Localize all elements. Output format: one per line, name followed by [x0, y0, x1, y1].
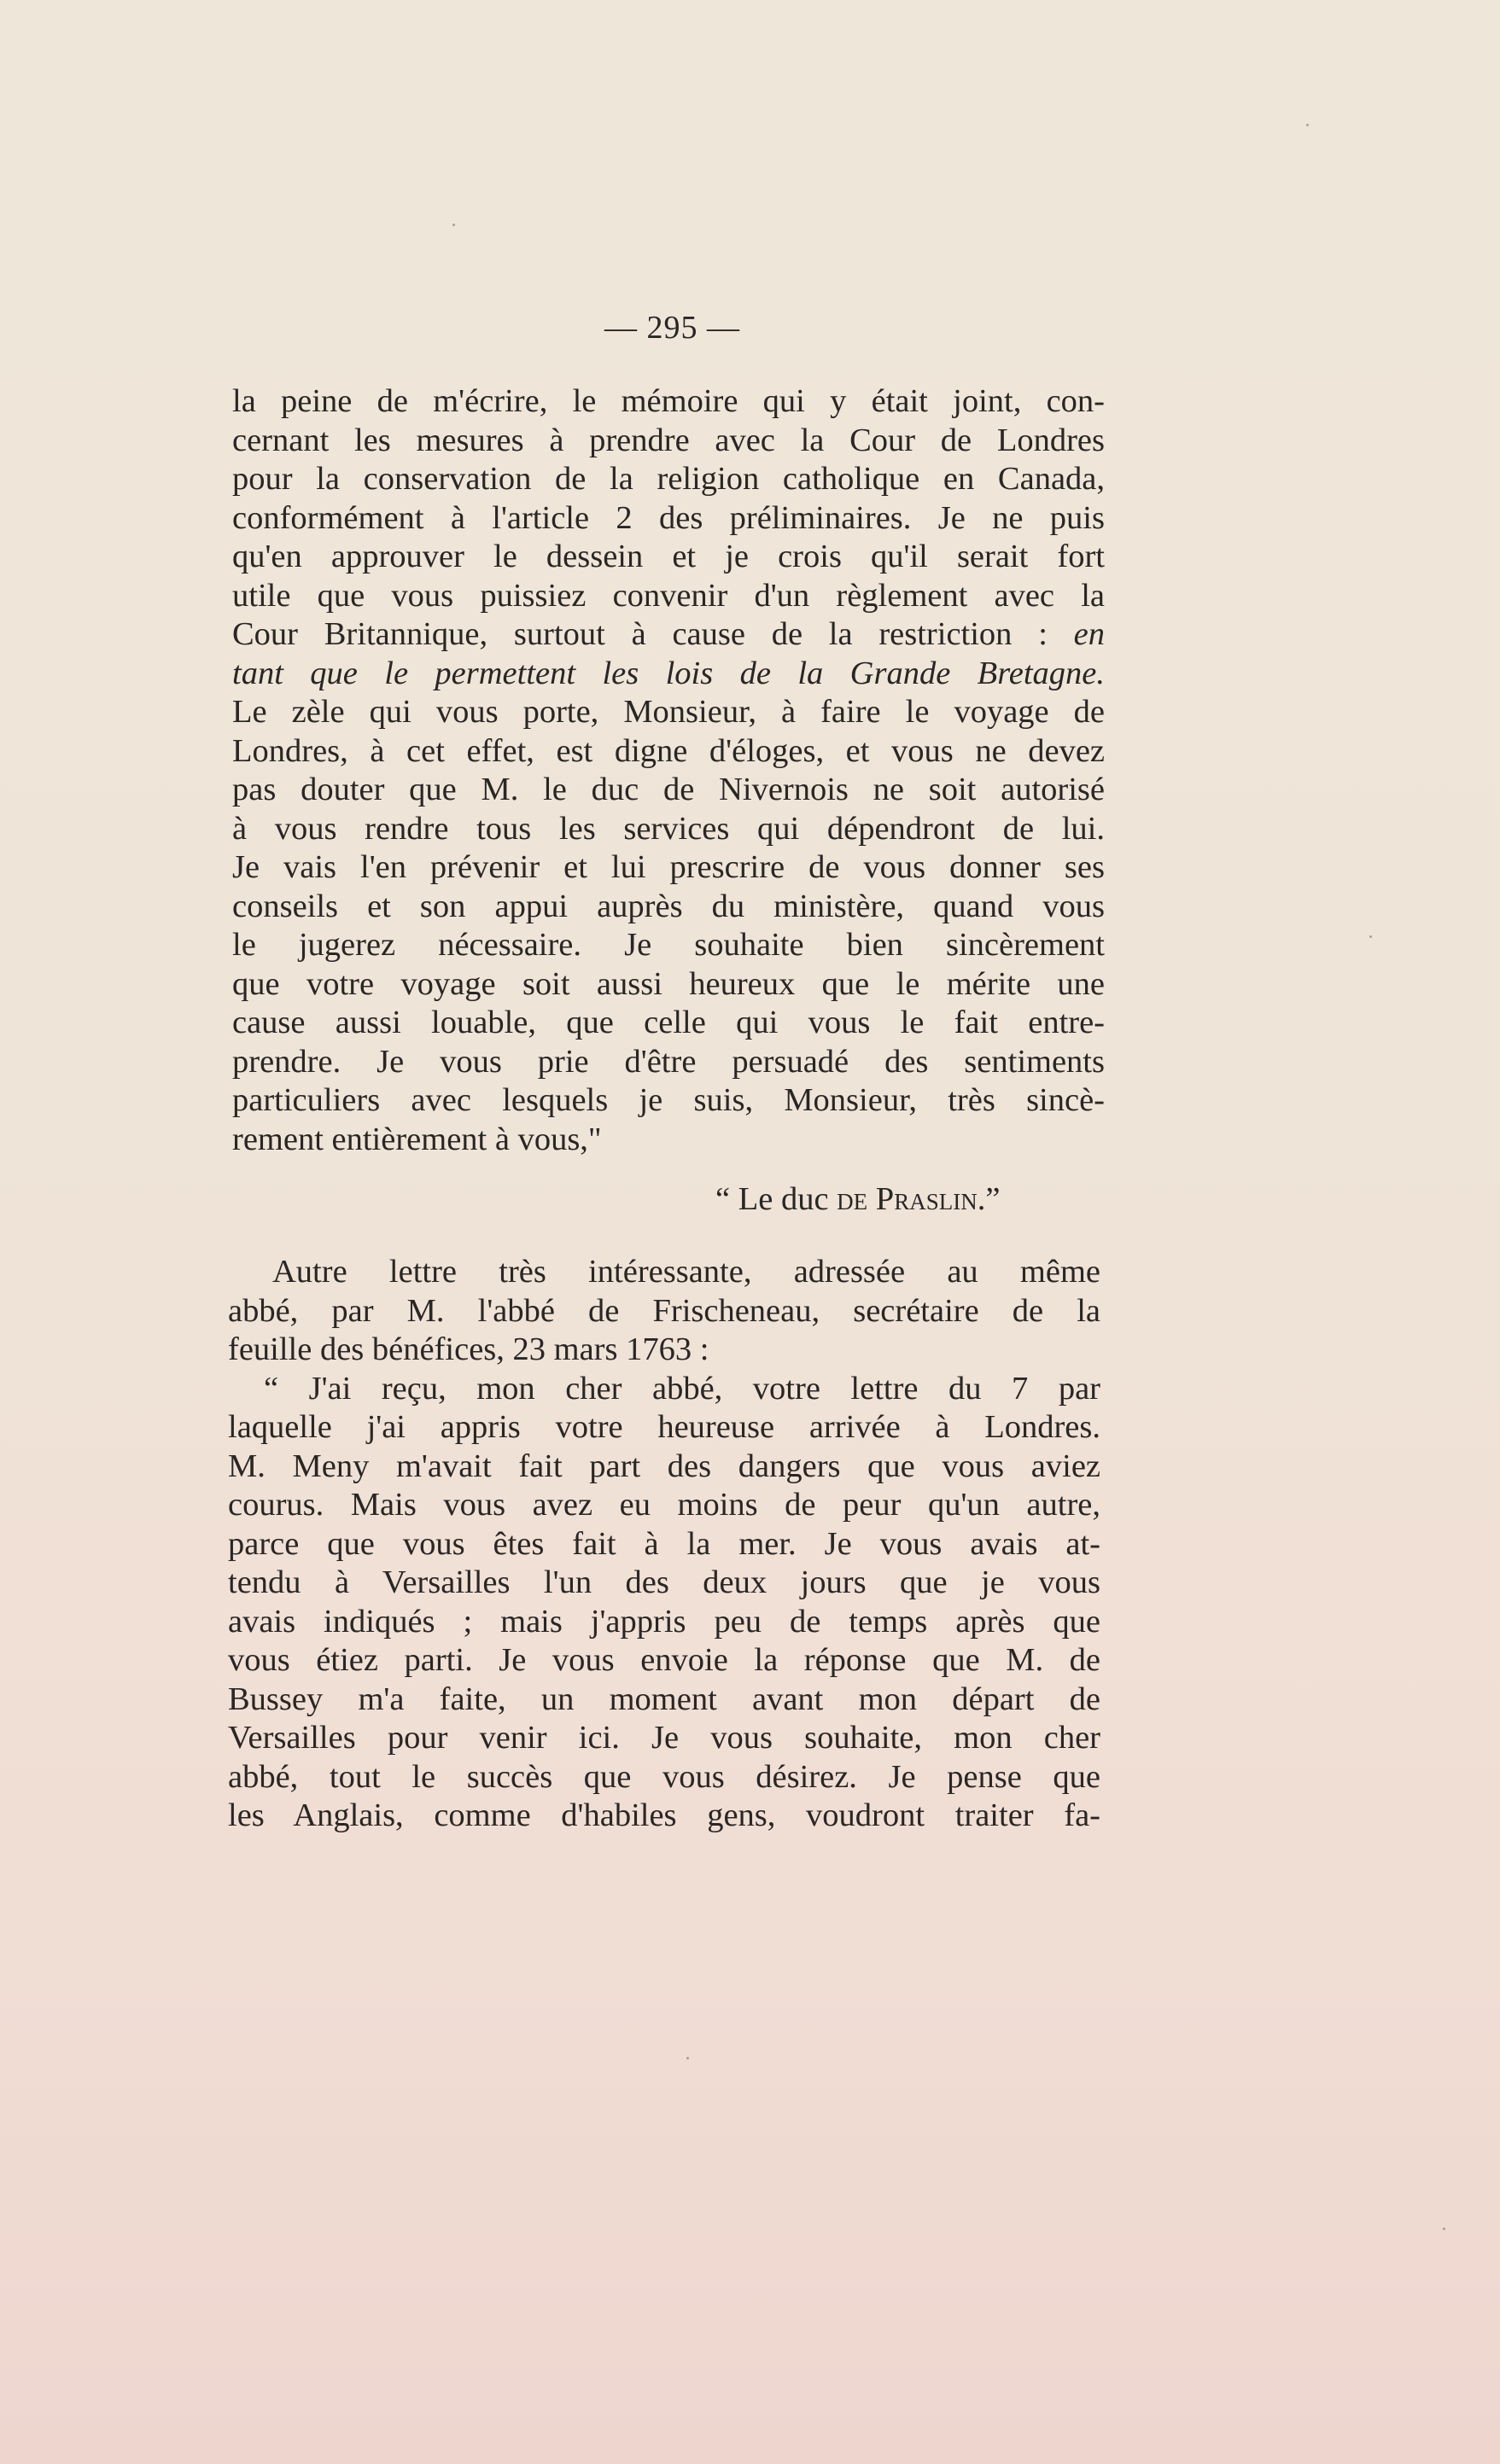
narrative-paragraph: [228, 1253, 1100, 1836]
text-line: rement entièrement à vous,": [232, 1121, 602, 1157]
paper-speck: [686, 2057, 689, 2059]
text-line: Autre lettre très intéressante, adressée au même: [272, 1254, 1100, 1290]
text-line: la peine de m'écrire, le mémoire qui y était joint, con-: [232, 383, 1105, 419]
signature-suffix: .”: [977, 1181, 1001, 1217]
text-line: qu'en approuver le dessein et je crois qu'il serait fort: [232, 539, 1105, 574]
text-line: que votre voyage soit aussi heureux que le mérite une: [232, 965, 1105, 1002]
text-line: laquelle j'ai appris votre heureuse arrivée à Londres.: [228, 1409, 1100, 1445]
text-line: Londres, à cet effet, est digne d'éloges, et vous ne devez: [232, 732, 1105, 769]
text-line: particuliers avec lesquels je suis, Monsieur, très sincè-: [232, 1082, 1105, 1118]
text-line-mixed: [232, 615, 1105, 655]
text-line: avais indiqués ; mais j'appris peu de temps après que: [228, 1603, 1100, 1640]
text-normal: Cour Britannique, surtout à cause de la restriction :: [232, 616, 1074, 652]
text-line: les Anglais, comme d'habiles gens, voudront traiter fa-: [228, 1797, 1100, 1833]
text-line: courus. Mais vous avez eu moins de peur qu'un autre,: [228, 1487, 1100, 1523]
text-line: “ J'ai reçu, mon cher abbé, votre lettre du 7 par: [264, 1370, 1100, 1407]
signature-prefix: “ Le duc: [715, 1181, 838, 1217]
text-line: M. Meny m'avait fait part des dangers que vous aviez: [228, 1448, 1100, 1484]
text-line: Versailles pour venir ici. Je vous souhaite, mon cher: [228, 1720, 1100, 1756]
text-italic: en: [1073, 616, 1105, 652]
text-line: pour la conservation de la religion catholique en Canada,: [232, 461, 1105, 497]
text-line: conformément à l'article 2 des préliminaires. Je ne puis: [232, 499, 1105, 536]
paper-speck: [1306, 124, 1309, 126]
text-line: Le zèle qui vous porte, Monsieur, à faire le voyage de: [232, 694, 1105, 730]
text-line: vous étiez parti. Je vous envoie la réponse que M. de: [228, 1642, 1100, 1678]
paper-speck: [1369, 935, 1372, 938]
paper-speck: [452, 224, 455, 226]
signature-name: de Praslin: [837, 1181, 978, 1217]
paper-speck: [1443, 2228, 1445, 2230]
text-line: le jugerez nécessaire. Je souhaite bien sincèrement: [232, 927, 1105, 963]
text-line: feuille des bénéfices, 23 mars 1763 :: [228, 1331, 709, 1367]
text-line: utile que vous puissiez convenir d'un règlement avec la: [232, 577, 1105, 614]
text-line-italic: tant que le permettent les lois de la Grande Bretagne.: [232, 655, 1105, 691]
text-line: abbé, tout le succès que vous désirez. Je pense que: [228, 1758, 1100, 1795]
page-number: — 295 —: [604, 310, 740, 346]
text-line: conseils et son appui auprès du ministère, quand vous: [232, 888, 1105, 924]
text-line: cause aussi louable, que celle qui vous le fait entre-: [232, 1005, 1105, 1040]
text-line: à vous rendre tous les services qui dépendront de lui.: [232, 810, 1105, 847]
text-line: cernant les mesures à prendre avec la Cour de Londres: [232, 422, 1105, 458]
text-line: pas douter que M. le duc de Nivernois ne soit autorisé: [232, 772, 1105, 807]
text-line: tendu à Versailles l'un des deux jours que je vous: [228, 1564, 1100, 1600]
text-line: parce que vous êtes fait à la mer. Je vous avais at-: [228, 1525, 1100, 1562]
signature: [715, 1180, 1000, 1218]
letter-paragraph: [232, 382, 1105, 1159]
text-line: Bussey m'a faite, un moment avant mon départ de: [228, 1681, 1100, 1717]
text-line: Je vais l'en prévenir et lui prescrire de vous donner ses: [232, 849, 1105, 885]
text-line: prendre. Je vous prie d'être persuadé des sentiments: [232, 1043, 1105, 1080]
text-line: abbé, par M. l'abbé de Frischeneau, secrétaire de la: [228, 1292, 1100, 1329]
